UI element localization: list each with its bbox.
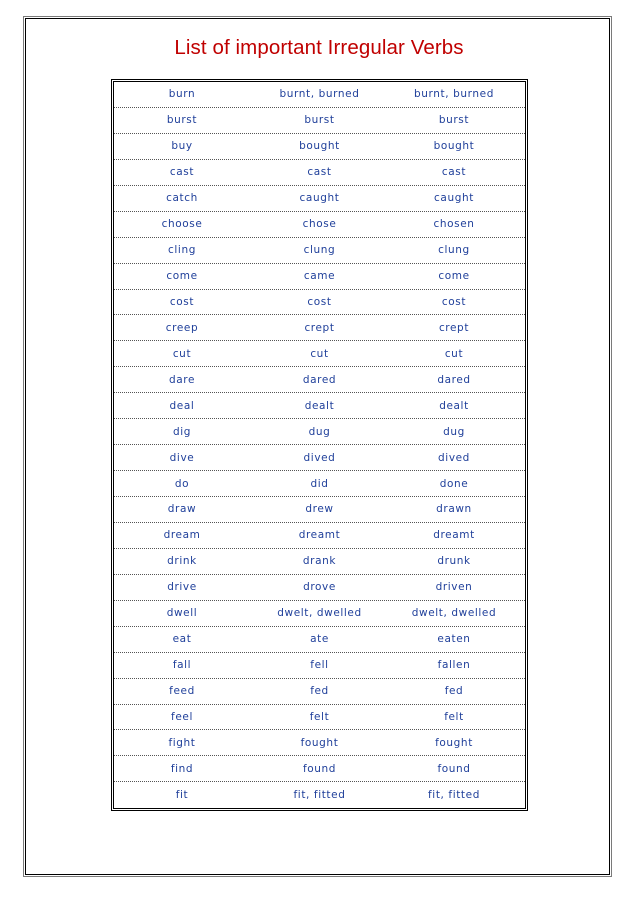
past-simple-cell: caught bbox=[299, 192, 340, 205]
base-form-cell: do bbox=[174, 477, 190, 490]
base-form-cell: dare bbox=[168, 373, 196, 386]
base-form-cell: come bbox=[166, 270, 198, 283]
past-simple-cell: bought bbox=[299, 140, 340, 153]
table-row bbox=[114, 627, 525, 653]
past-participle-cell: found bbox=[437, 762, 471, 775]
past-participle-cell: crept bbox=[438, 321, 470, 334]
page-title: List of important Irregular Verbs bbox=[174, 36, 464, 59]
past-participle-cell: fed bbox=[444, 685, 464, 698]
past-simple-cell: drew bbox=[305, 503, 334, 516]
past-simple-cell: fell bbox=[310, 659, 329, 672]
table-row bbox=[114, 108, 525, 134]
base-form-cell: dream bbox=[163, 529, 201, 542]
table-row bbox=[114, 315, 525, 341]
table-row bbox=[114, 756, 525, 782]
past-simple-cell: dared bbox=[302, 373, 337, 386]
table-row bbox=[114, 82, 525, 108]
base-form-cell: draw bbox=[167, 503, 197, 516]
base-form-cell: catch bbox=[166, 192, 198, 205]
base-form-cell: feel bbox=[171, 710, 193, 723]
past-participle-cell: fallen bbox=[437, 659, 471, 672]
past-participle-cell: cut bbox=[444, 347, 464, 360]
table-row bbox=[114, 497, 525, 523]
table-row bbox=[114, 341, 525, 367]
table-row bbox=[114, 549, 525, 575]
base-form-cell: choose bbox=[161, 218, 203, 231]
base-form-cell: drive bbox=[167, 581, 197, 594]
past-participle-cell: drunk bbox=[437, 555, 471, 568]
base-form-cell: cost bbox=[169, 295, 195, 308]
past-simple-cell: dived bbox=[303, 451, 336, 464]
table-row bbox=[114, 160, 525, 186]
table-row bbox=[114, 575, 525, 601]
past-participle-cell: cast bbox=[441, 166, 467, 179]
base-form-cell: find bbox=[170, 762, 194, 775]
past-simple-cell: fed bbox=[310, 685, 329, 698]
table-row bbox=[114, 730, 525, 756]
table-row bbox=[114, 419, 525, 445]
table-row bbox=[114, 367, 525, 393]
past-participle-cell: fought bbox=[435, 736, 473, 749]
table-row bbox=[114, 290, 525, 316]
past-simple-cell: chose bbox=[302, 218, 337, 231]
past-simple-cell: cast bbox=[307, 166, 332, 179]
past-participle-cell: dared bbox=[437, 373, 471, 386]
table-row bbox=[114, 264, 525, 290]
past-participle-cell: caught bbox=[434, 192, 474, 205]
table-row bbox=[114, 186, 525, 212]
past-simple-cell: dreamt bbox=[298, 529, 341, 542]
table-row bbox=[114, 601, 525, 627]
table-row bbox=[114, 238, 525, 264]
past-participle-cell: eaten bbox=[437, 633, 471, 646]
past-simple-cell: dealt bbox=[304, 399, 335, 412]
table-row bbox=[114, 212, 525, 238]
past-simple-cell: cut bbox=[310, 347, 329, 360]
past-participle-cell: burst bbox=[438, 114, 470, 127]
base-form-cell: cut bbox=[172, 347, 192, 360]
past-simple-cell: felt bbox=[309, 710, 330, 723]
base-form-cell: fight bbox=[168, 736, 196, 749]
base-form-cell: burst bbox=[166, 114, 198, 127]
past-simple-cell: fit, fitted bbox=[293, 789, 346, 802]
past-simple-cell: found bbox=[302, 762, 337, 775]
base-form-cell: cast bbox=[169, 166, 195, 179]
past-simple-cell: drank bbox=[302, 555, 337, 568]
past-simple-cell: burst bbox=[304, 114, 335, 127]
base-form-cell: feed bbox=[169, 685, 195, 698]
table-row bbox=[114, 134, 525, 160]
past-participle-cell: dwelt, dwelled bbox=[411, 607, 497, 620]
past-simple-cell: came bbox=[303, 270, 336, 283]
past-participle-cell: driven bbox=[435, 581, 473, 594]
past-participle-cell: burnt, burned bbox=[414, 88, 494, 101]
table-row bbox=[114, 653, 525, 679]
past-simple-cell: did bbox=[310, 477, 329, 490]
past-simple-cell: ate bbox=[310, 633, 329, 646]
base-form-cell: cling bbox=[168, 244, 196, 257]
past-simple-cell: fought bbox=[300, 736, 339, 749]
base-form-cell: dig bbox=[172, 425, 192, 438]
base-form-cell: drink bbox=[167, 555, 197, 568]
table-row bbox=[114, 679, 525, 705]
past-participle-cell: chosen bbox=[433, 218, 475, 231]
past-participle-cell: done bbox=[439, 477, 469, 490]
base-form-cell: burn bbox=[168, 88, 196, 101]
past-simple-cell: clung bbox=[303, 244, 336, 257]
table-row bbox=[114, 445, 525, 471]
base-form-cell: buy bbox=[171, 140, 193, 153]
past-simple-cell: dwelt, dwelled bbox=[277, 607, 362, 620]
table-row bbox=[114, 705, 525, 731]
past-participle-cell: felt bbox=[444, 710, 464, 723]
table-row bbox=[114, 782, 525, 808]
base-form-cell: creep bbox=[165, 321, 199, 334]
base-form-cell: dive bbox=[169, 451, 195, 464]
irregular-verbs-table bbox=[111, 79, 528, 811]
past-simple-cell: burnt, burned bbox=[279, 88, 360, 101]
past-participle-cell: cost bbox=[441, 295, 467, 308]
past-participle-cell: dug bbox=[443, 425, 465, 438]
past-simple-cell: dug bbox=[308, 425, 331, 438]
base-form-cell: deal bbox=[169, 399, 195, 412]
base-form-cell: eat bbox=[172, 633, 192, 646]
past-participle-cell: dreamt bbox=[433, 529, 475, 542]
base-form-cell: dwell bbox=[166, 607, 198, 620]
table-row bbox=[114, 471, 525, 497]
table-row bbox=[114, 523, 525, 549]
past-participle-cell: fit, fitted bbox=[428, 789, 480, 802]
past-simple-cell: cost bbox=[307, 295, 332, 308]
base-form-cell: fit bbox=[175, 789, 189, 802]
base-form-cell: fall bbox=[172, 659, 192, 672]
past-simple-cell: crept bbox=[304, 321, 335, 334]
past-simple-cell: drove bbox=[303, 581, 336, 594]
past-participle-cell: bought bbox=[433, 140, 475, 153]
past-participle-cell: clung bbox=[438, 244, 470, 257]
table-row bbox=[114, 393, 525, 419]
past-participle-cell: dealt bbox=[439, 399, 469, 412]
past-participle-cell: dived bbox=[438, 451, 470, 464]
past-participle-cell: come bbox=[438, 270, 470, 283]
past-participle-cell: drawn bbox=[436, 503, 472, 516]
